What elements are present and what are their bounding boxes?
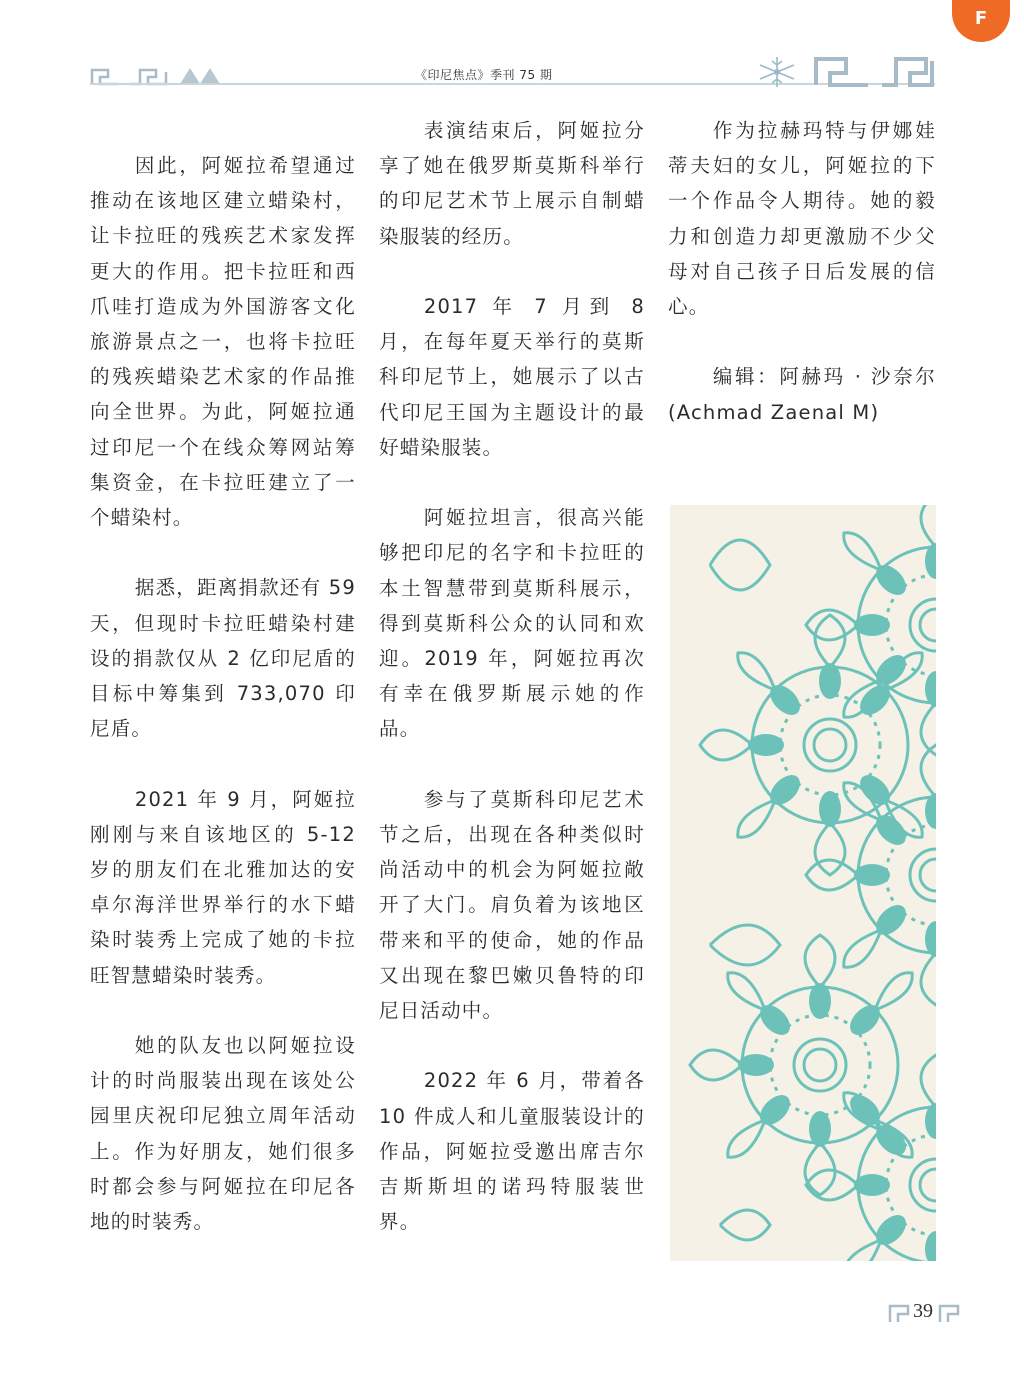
snowflake-ornament [752, 55, 802, 89]
paragraph: 作为拉赫玛特与伊娜娃蒂夫妇的女儿，阿姬拉的下一个作品令人期待。她的毅力和创造力却更激励不少父母对自己孩子日后发展的信心。 [668, 119, 936, 319]
paragraph: 她的队友也以阿姬拉设计的时尚服装出现在该处公园里庆祝印尼独立周年活动上。作为好朋友，她们很多时都会参与阿姬拉在印尼各地的时装秀。 [90, 1034, 356, 1234]
paragraph: 表演结束后，阿姬拉分享了她在俄罗斯莫斯科举行的印尼艺术节上展示自制蜡染服装的经历。 [379, 119, 645, 248]
magazine-title: 《印尼焦点》季刊 75 期 [415, 68, 553, 82]
footer-key-ornament-left [888, 1304, 910, 1324]
paragraph: 2022 年 6 月，带着各 10 件成人和儿童服装设计的作品，阿姬拉受邀出席吉尔吉斯斯坦的诺玛特服装世界。 [379, 1069, 645, 1234]
paragraph: 阿姬拉坦言，很高兴能够把印尼的名字和卡拉旺的本土智慧带到莫斯科展示，得到莫斯科公众的认同和欢迎。2019 年，阿姬拉再次有幸在俄罗斯展示她的作品。 [379, 506, 645, 741]
section-badge: F [952, 0, 1010, 42]
mandala-decoration [670, 505, 936, 1261]
paragraph: 参与了莫斯科印尼艺术节之后，出现在各种类似时尚活动中的机会为阿姬拉敞开了大门。肩负着为该地区带来和平的使命，她的作品又出现在黎巴嫩贝鲁特的印尼日活动中。 [379, 787, 645, 1023]
text-column-1 [90, 148, 356, 1274]
paragraph: 因此，阿姬拉希望通过推动在该地区建立蜡染村，让卡拉旺的残疾艺术家发挥更大的作用。把卡拉旺和西爪哇打造成为外国游客文化旅游景点之一，也将卡拉旺的残疾蜡染艺术家的作品推向全世界。为此，阿姬拉通过印尼一个在线众筹网站筹集资金，在卡拉旺建立了一个蜡染村。 [90, 154, 356, 530]
greek-key-ornament-right [812, 55, 936, 89]
page-number: 39 [913, 1300, 933, 1322]
text-column-2 [379, 113, 645, 1275]
footer-key-ornament-right [938, 1304, 960, 1324]
editor-credit: 编辑：阿赫玛 · 沙奈尔 (Achmad Zaenal M) [668, 365, 936, 424]
mountain-ornament [180, 68, 224, 84]
text-column-3 [668, 113, 936, 465]
paragraph: 2017 年 7 月到 8 月，在每年夏天举行的莫斯科印尼节上，她展示了以古代印尼王国为主题设计的最好蜡染服装。 [379, 295, 645, 459]
paragraph: 据悉，距离捐款还有 59 天，但现时卡拉旺蜡染村建设的捐款仅从 2 亿印尼盾的目标中筹集到 733,070 印尼盾。 [90, 576, 356, 741]
header-rule [90, 83, 935, 85]
paragraph: 2021 年 9 月，阿姬拉刚刚与来自该地区的 5-12 岁的朋友们在北雅加达的安卓尔海洋世界举行的水下蜡染时装秀上完成了她的卡拉旺智慧蜡染时装秀。 [90, 787, 356, 987]
